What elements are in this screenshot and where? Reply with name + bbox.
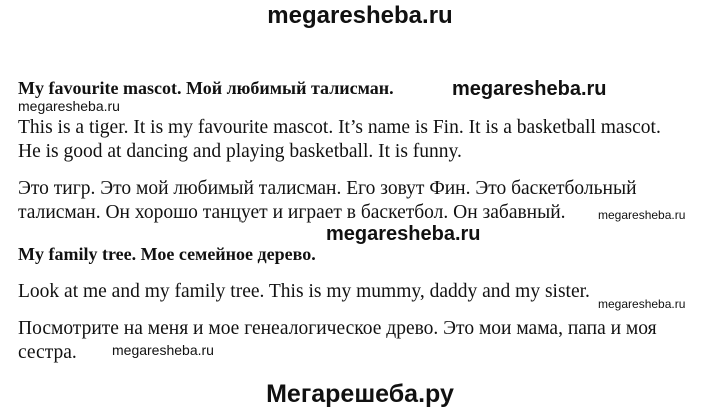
watermark-5: megaresheba.ru [598, 297, 686, 311]
paragraph-line: Посмотрите на меня и мое генеалогическое древо. Это мои мама, папа и моя [18, 318, 657, 339]
site-header: megaresheba.ru [267, 2, 453, 29]
paragraph-line: He is good at dancing and playing basketball. It is funny. [18, 141, 462, 162]
paragraph-line: Это тигр. Это мой любимый талисман. Его зовут Фин. Это баскетбольный [18, 178, 637, 199]
site-footer: Мегарешеба.ру [266, 380, 454, 408]
paragraph-line: Look at me and my family tree. This is my mummy, daddy and my sister. [18, 281, 590, 302]
section-heading-family: My family tree. Мое семейное дерево. [18, 244, 316, 264]
watermark-4: megaresheba.ru [326, 223, 481, 245]
watermark-3: megaresheba.ru [598, 208, 686, 222]
paragraph-line: This is a tiger. It is my favourite mascot. It’s name is Fin. It is a basketball mascot. [18, 117, 661, 138]
watermark-6: megaresheba.ru [112, 342, 214, 358]
watermark-1: megaresheba.ru [452, 78, 607, 100]
watermark-2: megaresheba.ru [18, 98, 120, 114]
paragraph-line: сестра. [18, 342, 77, 363]
paragraph-line: талисман. Он хорошо танцует и играет в баскетбол. Он забавный. [18, 202, 566, 223]
section-heading-mascot: My favourite mascot. Мой любимый талисман. [18, 78, 394, 98]
